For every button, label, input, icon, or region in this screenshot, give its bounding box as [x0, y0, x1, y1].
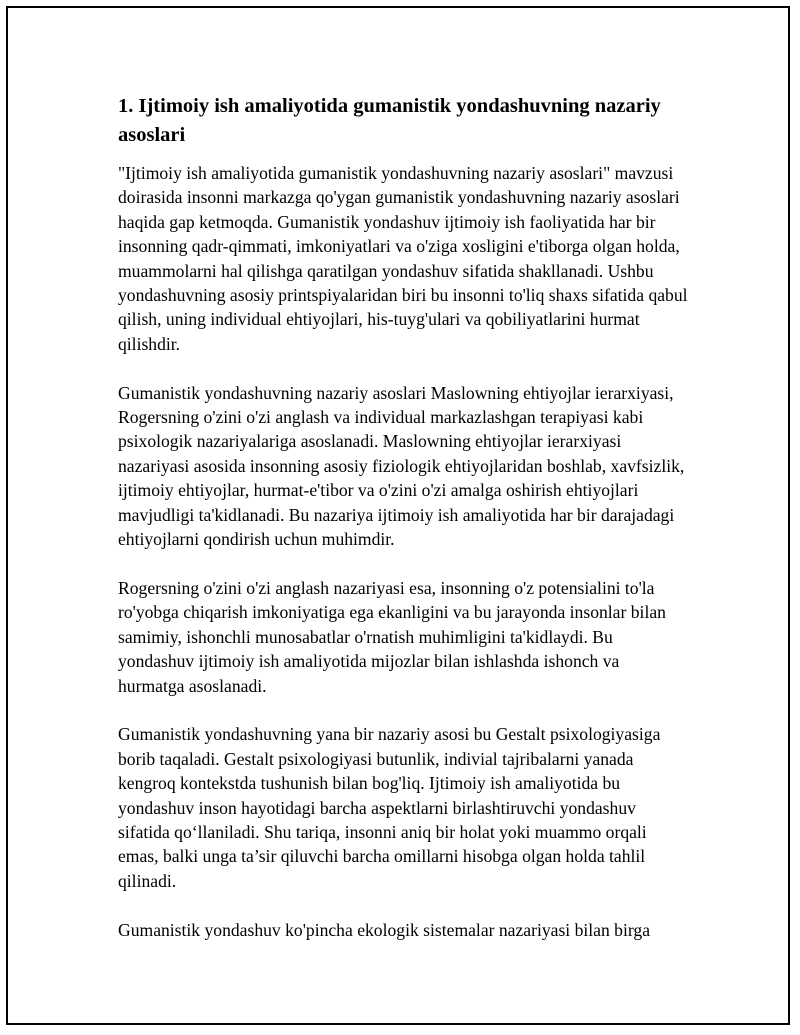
paragraph-1: "Ijtimoiy ish amaliyotida gumanistik yondashuvning nazariy asoslari" mavzusi doirasida insonni markazga qo'ygan gumanistik yondashuvning nazariy asoslari haqida gap ketmoqda. Gumanistik yondashuv ijtimoiy ish faoliyatida har bir insonning qadr-qimmati, imkoniyatlari va o'ziga xosligini e'tiborga olgan holda, muammolarni hal qilishga qaratilgan yondashuv sifatida shakllanadi. Ushbu yondashuvning asosiy printspiyalaridan biri bu insonni to'liq shaxs sifatida qabul qilish, uning individual ehtiyojlari, his-tuyg'ulari va qobiliyatlarini hurmat qilishdir. [118, 163, 688, 354]
paragraph-3: Rogersning o'zini o'zi anglash nazariyasi esa, insonning o'z potensialini to'la ro'yobga chiqarish imkoniyatiga ega ekanligini va bu jarayonda insonlar bilan samimiy, ishonchli munosabatlar o'rnatish muhimligini ta'kidlaydi. Bu yondashuv ijtimoiy ish amaliyotida mijozlar bilan ishlashda ishonch va hurmatga asoslanadi. [118, 577, 666, 696]
paragraph-2: Gumanistik yondashuvning nazariy asoslari Maslowning ehtiyojlar ierarxiyasi, Rogersning o'zini o'zi anglash va individual markazlashgan terapiyasi kabi psixologik nazariyalariga asoslanadi. Maslowning ehtiyojlar ierarxiyasi nazariyasi asosida insonning asosiy fiziologik ehtiyojlaridan boshlab, xavfsizlik, ijtimoiy ehtiyojlar, hurmat-e'tibor va o'zini o'zi amalga oshirish ehtiyojlari mavjudligi ta'kidlanadi. Bu nazariya ijtimoiy ish amaliyotida har bir darajadagi ehtiyojlarni qondirish uchun muhimdir. [118, 382, 685, 550]
paragraph-5: Gumanistik yondashuv ko'pincha ekologik sistemalar nazariyasi bilan birga [118, 919, 651, 940]
section-heading: 1. Ijtimoiy ish amaliyotida gumanistik yondashuvning nazariy asoslari [118, 95, 661, 146]
document-body [118, 92, 690, 966]
paragraph-4: Gumanistik yondashuvning yana bir nazariy asosi bu Gestalt psixologiyasiga borib taqaladi. Gestalt psixologiyasi butunlik, indivial tajribalarni yanada kengroq kontekstda tushunish bilan bog'liq. Ijtimoiy ish amaliyotida bu yondashuv inson hayotidagi barcha aspektlarni birlashtiruvchi yondashuv sifatida qo‘llaniladi. Shu tariqa, insonni aniq bir holat yoki muammo orqali emas, balki unga ta’sir qiluvchi barcha omillarni hisobga olgan holda tahlil qilinadi. [118, 724, 661, 891]
